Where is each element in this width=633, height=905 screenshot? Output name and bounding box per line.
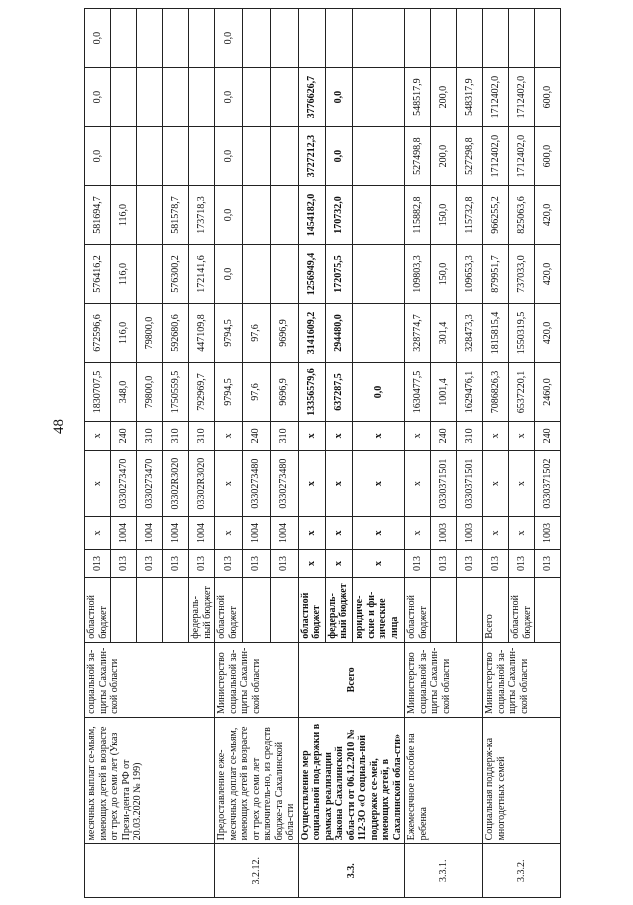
code-type: 240 <box>111 421 137 450</box>
amount-cell: 3141609,2 <box>298 303 325 362</box>
responsible-org: Всего <box>298 642 405 717</box>
amount-cell: 527498,8 <box>405 127 431 186</box>
table-row <box>483 9 509 898</box>
amount-cell: 420,0 <box>535 186 561 245</box>
amount-cell: 0,0 <box>215 245 243 304</box>
table-row <box>215 9 243 898</box>
code-section: х <box>298 517 325 549</box>
amount-cell <box>242 127 270 186</box>
amount-cell: 592680,6 <box>163 303 189 362</box>
code-grbs: 013 <box>85 549 111 578</box>
table-row <box>85 9 111 898</box>
funding-source: областной бюджет <box>215 578 243 642</box>
code-grbs: 013 <box>535 549 561 578</box>
amount-cell: 1550319,5 <box>509 303 535 362</box>
code-type: 310 <box>270 421 298 450</box>
amount-cell <box>137 9 163 68</box>
amount-cell <box>111 68 137 127</box>
amount-cell: 200,0 <box>431 68 457 127</box>
funding-source: областной бюджет <box>85 578 111 642</box>
funding-source: юридиче-ские и фи-зические лица <box>353 578 405 642</box>
code-section: х <box>509 517 535 549</box>
amount-cell <box>431 9 457 68</box>
amount-cell: 9696,9 <box>270 303 298 362</box>
amount-cell: 0,0 <box>215 127 243 186</box>
amount-cell <box>353 127 405 186</box>
amount-cell: 115732,8 <box>457 186 483 245</box>
item-number: 3.2.12. <box>215 844 299 898</box>
amount-cell: 581578,7 <box>163 186 189 245</box>
amount-cell <box>189 9 215 68</box>
amount-cell: 447109,8 <box>189 303 215 362</box>
code-section: х <box>405 517 431 549</box>
code-grbs: х <box>325 549 352 578</box>
amount-cell: 348,0 <box>111 362 137 421</box>
amount-cell: 0,0 <box>215 9 243 68</box>
table-row <box>298 9 325 898</box>
item-name: Ежемесячное пособие на ребенка <box>405 717 483 844</box>
amount-cell <box>137 68 163 127</box>
item-number <box>85 844 215 898</box>
amount-cell: 109653,3 <box>457 245 483 304</box>
table-row <box>405 9 431 898</box>
amount-cell <box>405 9 431 68</box>
code-type: 240 <box>535 421 561 450</box>
amount-cell: 0,0 <box>85 68 111 127</box>
amount-cell: 420,0 <box>535 245 561 304</box>
code-target: х <box>509 450 535 516</box>
amount-cell <box>189 68 215 127</box>
amount-cell: 576416,2 <box>85 245 111 304</box>
item-number: 3.3.2. <box>483 844 561 898</box>
amount-cell <box>509 9 535 68</box>
responsible-org: Министерство социальной за-щиты Сахалин-ской области <box>405 642 483 717</box>
amount-cell <box>242 68 270 127</box>
code-grbs: 013 <box>405 549 431 578</box>
funding-source: областной бюджет <box>298 578 325 642</box>
code-target: х <box>85 450 111 516</box>
amount-cell: 737033,0 <box>509 245 535 304</box>
code-section: 1003 <box>431 517 457 549</box>
amount-cell: 328473,3 <box>457 303 483 362</box>
code-section: х <box>215 517 243 549</box>
amount-cell: 0,0 <box>325 68 352 127</box>
code-type: х <box>509 421 535 450</box>
item-number: 3.3.1. <box>405 844 483 898</box>
amount-cell: 0,0 <box>353 362 405 421</box>
amount-cell: 116,0 <box>111 303 137 362</box>
code-grbs: 013 <box>270 549 298 578</box>
amount-cell: 172075,5 <box>325 245 352 304</box>
code-grbs: 013 <box>509 549 535 578</box>
code-type: 310 <box>189 421 215 450</box>
amount-cell <box>137 127 163 186</box>
amount-cell <box>325 9 352 68</box>
amount-cell: 3776626,7 <box>298 68 325 127</box>
responsible-org: Министерство социальной за-щиты Сахалин-ской области <box>483 642 561 717</box>
amount-cell <box>163 9 189 68</box>
amount-cell <box>353 9 405 68</box>
amount-cell: 1001,4 <box>431 362 457 421</box>
funding-source: областной бюджет <box>405 578 431 642</box>
funding-source <box>163 578 189 642</box>
code-grbs: 013 <box>483 549 509 578</box>
amount-cell <box>242 9 270 68</box>
amount-cell <box>137 245 163 304</box>
amount-cell: 79800,0 <box>137 362 163 421</box>
code-section: 1004 <box>111 517 137 549</box>
code-target: 0330273470 <box>111 450 137 516</box>
amount-cell: 79800,0 <box>137 303 163 362</box>
funding-source <box>270 578 298 642</box>
amount-cell <box>353 303 405 362</box>
amount-cell: 792969,7 <box>189 362 215 421</box>
amount-cell: 170732,0 <box>325 186 352 245</box>
amount-cell: 0,0 <box>325 127 352 186</box>
budget-table <box>84 8 561 898</box>
amount-cell: 1630477,5 <box>405 362 431 421</box>
code-type: х <box>325 421 352 450</box>
amount-cell: 1256949,4 <box>298 245 325 304</box>
funding-source <box>111 578 137 642</box>
amount-cell: 116,0 <box>111 245 137 304</box>
amount-cell: 1712402,0 <box>509 68 535 127</box>
code-section: 1004 <box>242 517 270 549</box>
code-section: 1004 <box>163 517 189 549</box>
funding-source <box>431 578 457 642</box>
code-grbs: 013 <box>189 549 215 578</box>
amount-cell: 173718,3 <box>189 186 215 245</box>
code-target: 0330371502 <box>535 450 561 516</box>
code-target: х <box>483 450 509 516</box>
code-target: 0330273470 <box>137 450 163 516</box>
amount-cell: 9696,9 <box>270 362 298 421</box>
code-type: х <box>483 421 509 450</box>
amount-cell: 420,0 <box>535 303 561 362</box>
responsible-org: социальной за-щиты Сахалин-ской области <box>85 642 215 717</box>
amount-cell: 97,6 <box>242 362 270 421</box>
amount-cell: 1830707,5 <box>85 362 111 421</box>
amount-cell: 825063,6 <box>509 186 535 245</box>
amount-cell: 6537220,1 <box>509 362 535 421</box>
amount-cell: 115882,8 <box>405 186 431 245</box>
code-target: х <box>405 450 431 516</box>
amount-cell: 0,0 <box>85 9 111 68</box>
amount-cell: 1712402,0 <box>509 127 535 186</box>
item-name: Осуществление мер социальной под-держки в рамках реализации Закона Сахалинской обла-сти от 06.12.2010 № 112-ЗО «О социаль-ной поддержке се-мей, имеющих детей, в Сахалинской обла-сти» <box>298 717 405 844</box>
amount-cell: 600,0 <box>535 68 561 127</box>
amount-cell <box>535 9 561 68</box>
code-target: х <box>215 450 243 516</box>
amount-cell: 294480,0 <box>325 303 352 362</box>
code-section: х <box>483 517 509 549</box>
code-section: 1003 <box>535 517 561 549</box>
amount-cell <box>270 9 298 68</box>
amount-cell: 966255,2 <box>483 186 509 245</box>
code-type: 310 <box>163 421 189 450</box>
code-target: 0330273480 <box>270 450 298 516</box>
amount-cell: 150,0 <box>431 186 457 245</box>
code-type: х <box>298 421 325 450</box>
amount-cell <box>111 127 137 186</box>
code-target: 0330371501 <box>431 450 457 516</box>
code-section: 1004 <box>189 517 215 549</box>
amount-cell: 576300,2 <box>163 245 189 304</box>
amount-cell: 581694,7 <box>85 186 111 245</box>
amount-cell: 672596,6 <box>85 303 111 362</box>
amount-cell <box>270 245 298 304</box>
code-type: 240 <box>431 421 457 450</box>
code-section: х <box>325 517 352 549</box>
code-type: 310 <box>137 421 163 450</box>
amount-cell: 548517,9 <box>405 68 431 127</box>
code-type: х <box>215 421 243 450</box>
amount-cell <box>298 9 325 68</box>
code-section: 1004 <box>270 517 298 549</box>
code-target: 03302R3020 <box>189 450 215 516</box>
amount-cell: 9794,5 <box>215 303 243 362</box>
amount-cell <box>242 245 270 304</box>
funding-source <box>137 578 163 642</box>
code-target: х <box>353 450 405 516</box>
amount-cell <box>353 68 405 127</box>
amount-cell: 527298,8 <box>457 127 483 186</box>
item-number: 3.3. <box>298 844 405 898</box>
code-section: 1003 <box>457 517 483 549</box>
amount-cell <box>483 9 509 68</box>
amount-cell <box>137 186 163 245</box>
amount-cell: 3727212,3 <box>298 127 325 186</box>
code-grbs: 013 <box>215 549 243 578</box>
code-type: х <box>85 421 111 450</box>
item-name: Социальная поддерж-ка многодетных семей <box>483 717 561 844</box>
amount-cell: 0,0 <box>215 186 243 245</box>
funding-source <box>535 578 561 642</box>
amount-cell <box>353 186 405 245</box>
amount-cell <box>163 127 189 186</box>
code-type: 310 <box>457 421 483 450</box>
code-target: 0330371501 <box>457 450 483 516</box>
amount-cell <box>270 68 298 127</box>
page-number: 48 <box>51 419 67 434</box>
amount-cell <box>353 245 405 304</box>
code-grbs: 013 <box>137 549 163 578</box>
amount-cell: 1712402,0 <box>483 68 509 127</box>
amount-cell: 600,0 <box>535 127 561 186</box>
funding-source: федераль-ный бюджет <box>325 578 352 642</box>
amount-cell: 328774,7 <box>405 303 431 362</box>
amount-cell: 0,0 <box>215 68 243 127</box>
code-grbs: 013 <box>242 549 270 578</box>
code-section: х <box>85 517 111 549</box>
responsible-org: Министерство социальной за-щиты Сахалин-ской области <box>215 642 299 717</box>
funding-source <box>457 578 483 642</box>
code-target: 0330273480 <box>242 450 270 516</box>
amount-cell <box>111 9 137 68</box>
code-type: 240 <box>242 421 270 450</box>
amount-cell <box>270 186 298 245</box>
amount-cell: 637287,5 <box>325 362 352 421</box>
amount-cell: 97,6 <box>242 303 270 362</box>
code-type: х <box>405 421 431 450</box>
funding-source: федераль-ный бюджет <box>189 578 215 642</box>
code-section: х <box>353 517 405 549</box>
code-target: 03302R3020 <box>163 450 189 516</box>
code-section: 1004 <box>137 517 163 549</box>
funding-source <box>242 578 270 642</box>
budget-table-sheet <box>84 8 619 898</box>
code-grbs: 013 <box>457 549 483 578</box>
code-grbs: 013 <box>163 549 189 578</box>
amount-cell: 1750559,5 <box>163 362 189 421</box>
amount-cell: 116,0 <box>111 186 137 245</box>
funding-source: Всего <box>483 578 509 642</box>
amount-cell: 1629476,1 <box>457 362 483 421</box>
code-grbs: 013 <box>431 549 457 578</box>
amount-cell: 150,0 <box>431 245 457 304</box>
amount-cell <box>457 9 483 68</box>
amount-cell: 879951,7 <box>483 245 509 304</box>
amount-cell <box>242 186 270 245</box>
code-target: х <box>325 450 352 516</box>
amount-cell: 548317,9 <box>457 68 483 127</box>
code-grbs: х <box>353 549 405 578</box>
code-grbs: 013 <box>111 549 137 578</box>
amount-cell: 9794,5 <box>215 362 243 421</box>
amount-cell <box>163 68 189 127</box>
amount-cell: 200,0 <box>431 127 457 186</box>
amount-cell: 1712402,0 <box>483 127 509 186</box>
amount-cell: 172141,6 <box>189 245 215 304</box>
amount-cell: 1454182,0 <box>298 186 325 245</box>
amount-cell <box>270 127 298 186</box>
code-type: х <box>353 421 405 450</box>
funding-source: областной бюджет <box>509 578 535 642</box>
amount-cell <box>189 127 215 186</box>
code-grbs: х <box>298 549 325 578</box>
amount-cell: 0,0 <box>85 127 111 186</box>
code-target: х <box>298 450 325 516</box>
amount-cell: 301,4 <box>431 303 457 362</box>
item-name: месячных выплат се-мьям, имеющих детей в возрасте от трех до семи лет (Указ Прези-дента РФ от 20.03.2020 № 199) <box>85 717 215 844</box>
amount-cell: 7086826,3 <box>483 362 509 421</box>
amount-cell: 13356579,6 <box>298 362 325 421</box>
amount-cell: 2460,0 <box>535 362 561 421</box>
amount-cell: 109803,3 <box>405 245 431 304</box>
amount-cell: 1815815,4 <box>483 303 509 362</box>
item-name: Предоставление еже-месячных доплат се-мьям, имеющих детей в возрасте от трех до семи лет включитель-но, из средств бюдже-та Сахалинской обла-сти <box>215 717 299 844</box>
